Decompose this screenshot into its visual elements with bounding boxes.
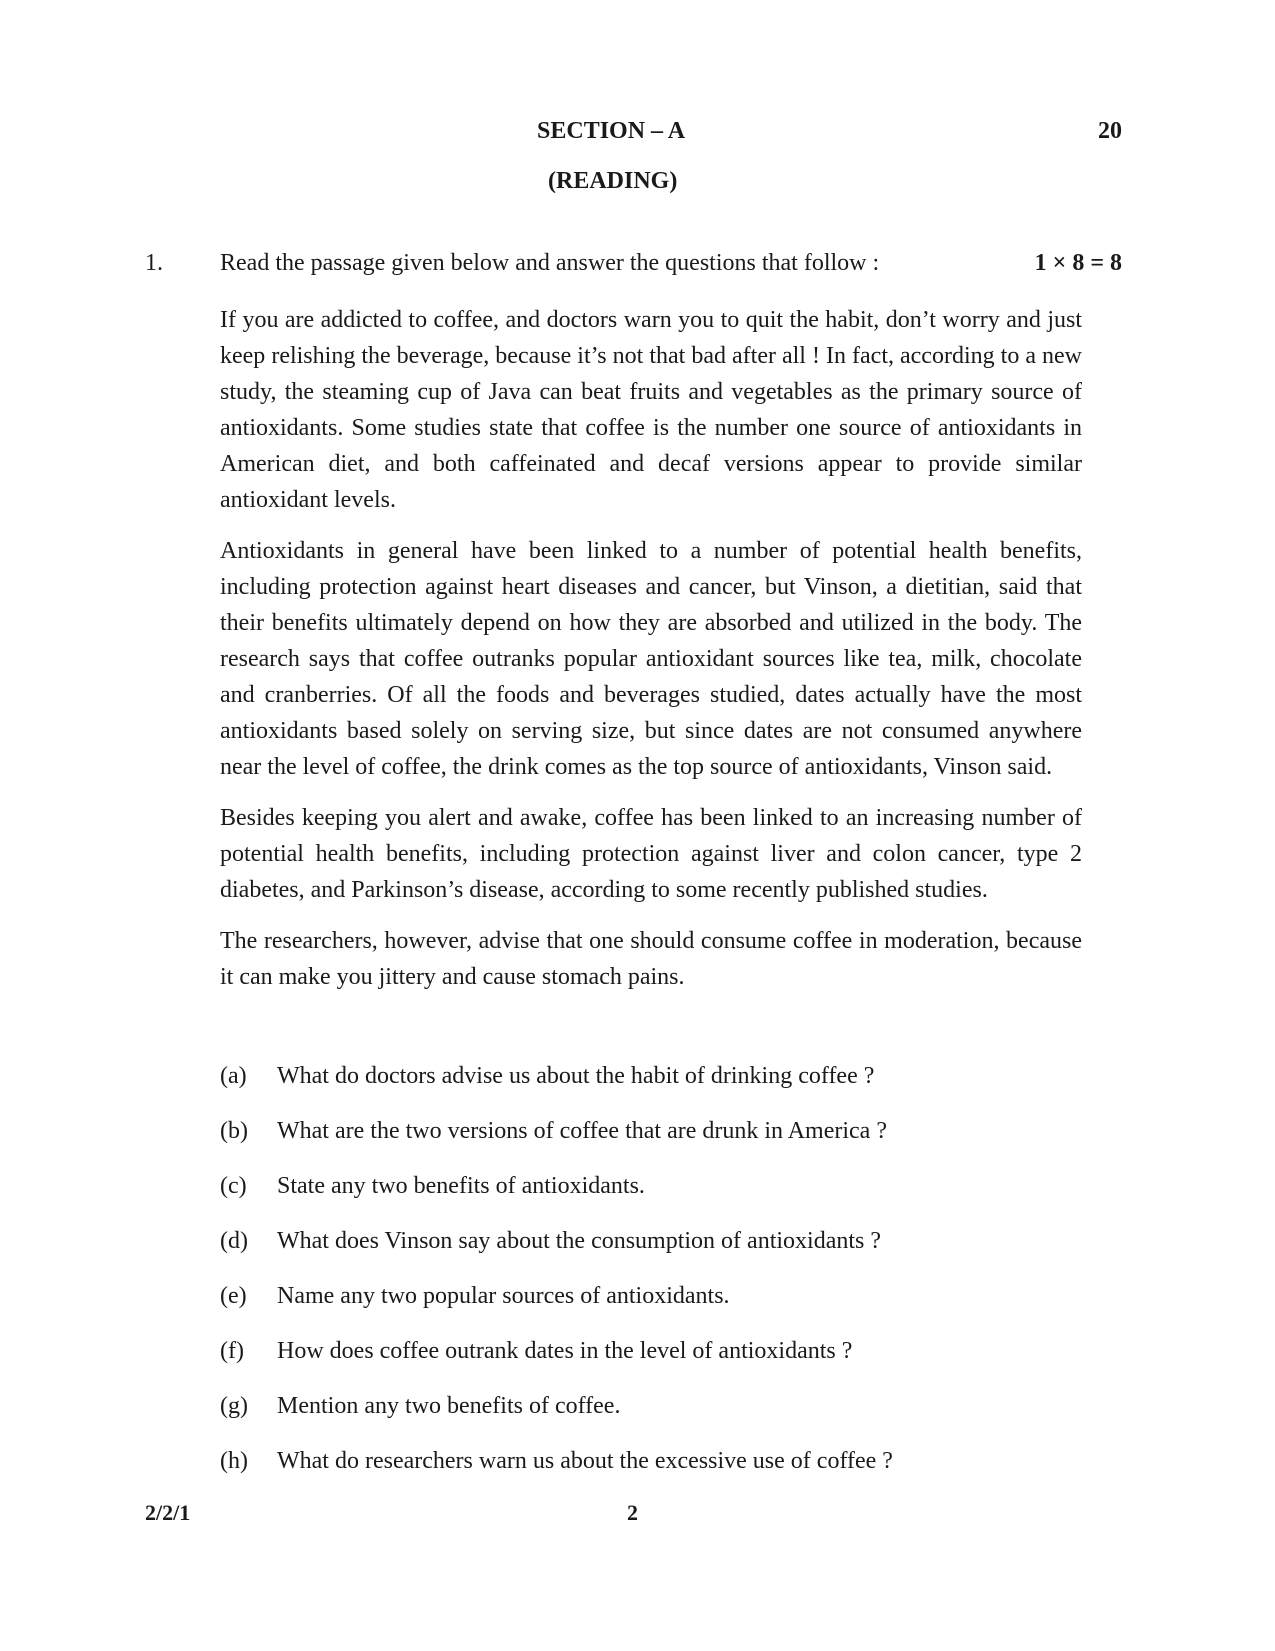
sub-question-label: (g)	[220, 1393, 248, 1419]
reading-passage	[220, 302, 1082, 1010]
sub-question-label: (f)	[220, 1338, 244, 1364]
sub-question	[220, 1225, 1100, 1280]
sub-question-label: (e)	[220, 1283, 247, 1309]
sub-question-label: (c)	[220, 1173, 247, 1199]
sub-question-text: State any two benefits of antioxidants.	[277, 1173, 645, 1199]
sub-question-text: Mention any two benefits of coffee.	[277, 1393, 621, 1419]
question-marks: 1 × 8 = 8	[1034, 250, 1122, 276]
passage-paragraph: The researchers, however, advise that one should consume coffee in moderation, because it can make you jittery and cause stomach pains.	[220, 928, 1082, 990]
passage-paragraph: Besides keeping you alert and awake, coffee has been linked to an increasing number of potential health benefits, including protection against liver and colon cancer, type 2 diabetes, and Parkinson’s disease, according to some recently published studies.	[220, 805, 1082, 903]
sub-question-text: How does coffee outrank dates in the level of antioxidants ?	[277, 1338, 853, 1364]
passage-paragraph: If you are addicted to coffee, and doctors warn you to quit the habit, don’t worry and just keep relishing the beverage, because it’s not that bad after all ! In fact, according to a new study, the steaming cup of Java can beat fruits and vegetables as the primary source of antioxidants. Some studies state that coffee is the number one source of antioxidants in American diet, and both caffeinated and decaf versions appear to provide similar antioxidant levels.	[220, 307, 1082, 513]
sub-question-text: What do researchers warn us about the excessive use of coffee ?	[277, 1448, 893, 1474]
sub-question-text: What are the two versions of coffee that are drunk in America ?	[277, 1118, 887, 1144]
section-subtitle: (READING)	[548, 168, 678, 194]
sub-question	[220, 1115, 1100, 1170]
page-number: 2	[627, 1500, 638, 1525]
question-instruction: Read the passage given below and answer the questions that follow :	[220, 250, 880, 276]
sub-question	[220, 1170, 1100, 1225]
sub-question-text: What does Vinson say about the consumption of antioxidants ?	[277, 1228, 882, 1254]
sub-question-list	[220, 1060, 1100, 1500]
sub-question	[220, 1280, 1100, 1335]
section-marks: 20	[1098, 118, 1122, 144]
sub-question-text: What do doctors advise us about the habit of drinking coffee ?	[277, 1063, 875, 1089]
sub-question-label: (b)	[220, 1118, 248, 1144]
sub-question-text: Name any two popular sources of antioxidants.	[277, 1283, 730, 1309]
question-number: 1.	[145, 250, 163, 276]
section-title: SECTION – A	[537, 118, 686, 144]
sub-question	[220, 1390, 1100, 1445]
sub-question-label: (h)	[220, 1448, 248, 1474]
paper-code: 2/2/1	[145, 1500, 191, 1525]
sub-question	[220, 1060, 1100, 1115]
passage-paragraph: Antioxidants in general have been linked to a number of potential health benefits, including protection against heart diseases and cancer, but Vinson, a dietitian, said that their benefits ultimately depend on how they are absorbed and utilized in the body. The research says that coffee outranks popular antioxidant sources like tea, milk, chocolate and cranberries. Of all the foods and beverages studied, dates actually have the most antioxidants based solely on serving size, but since dates are not consumed anywhere near the level of coffee, the drink comes as the top source of antioxidants, Vinson said.	[220, 538, 1082, 780]
sub-question	[220, 1335, 1100, 1390]
sub-question-label: (d)	[220, 1228, 248, 1254]
sub-question-label: (a)	[220, 1063, 247, 1089]
sub-question	[220, 1445, 1100, 1500]
